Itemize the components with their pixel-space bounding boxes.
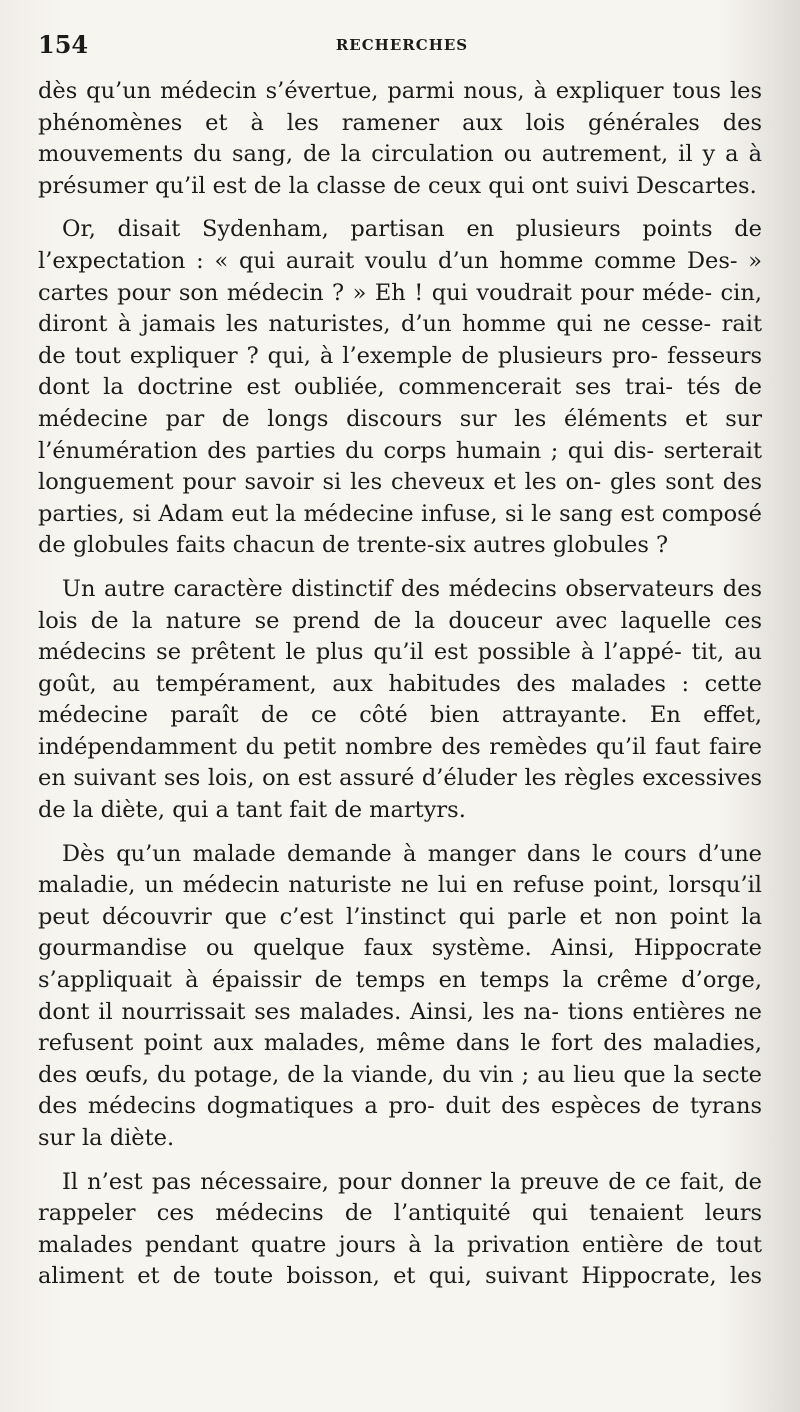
paragraph-5: Il n’est pas nécessaire, pour donner la preuve de ce fait, de rappeler ces médecins de l’antiquité qui tenaient leurs malades pendant quatre jours à la privation entière de tout aliment et de toute boisson, et qui, suivant Hippocrate, les [38,1168,762,1290]
running-title: RECHERCHES [335,36,469,54]
paragraph-3: Un autre caractère distinctif des médecins observateurs des lois de la nature se prend de la douceur avec laquelle ces médecins se prêtent le plus qu’il est possible à l’appé- tit, au goût, au tempérament, aux habitudes des malades : cette médecine paraît de ce côté bien attrayante. En effet, indépendamment du petit nombre des remèdes qu’il faut faire en suivant ses lois, on est assuré d’éluder les règles excessives de la diète, qui a tant fait de martyrs. [38,575,762,824]
running-head [38,30,766,64]
paragraph-1: dès qu’un médecin s’évertue, parmi nous, à expliquer tous les phénomènes et à les ramener aux lois générales des mouvements du sang, de la circulation ou autrement, il y a à présumer qu’il est de la classe de ceux qui ont suivi Descartes. [38,78,762,199]
paragraph-2: Or, disait Sydenham, partisan en plusieurs points de l’expectation : « qui aurait voulu d’un homme comme Des- » cartes pour son médecin ? » Eh ! qui voudrait pour méde- cin, diront à jamais les naturistes, d’un homme qui ne cesse- rait de tout expliquer ? qui, à l’exemple de plusieurs pro- fesseurs dont la doctrine est oubliée, commencerait ses trai- tés de médecine par de longs discours sur les éléments et sur l’énumération des parties du corps humain ; qui dis- serterait longuement pour savoir si les cheveux et les on- gles sont des parties, si Adam eut la médecine infuse, si le sang est composé de globules faits chacun de trente-six autres globules ? [38,216,762,559]
paragraph-4: Dès qu’un malade demande à manger dans le cours d’une maladie, un médecin naturiste ne lui en refuse point, lorsqu’il peut découvrir que c’est l’instinct qui parle et non point la gourmandise ou quelque faux système. Ainsi, Hippocrate s’appliquait à épaissir de temps en temps la crême d’orge, dont il nourrissait ses malades. Ainsi, les na- tions entières ne refusent point aux malades, même dans le fort des maladies, des œufs, du potage, de la viande, du vin ; au lieu que la secte des médecins dogmatiques a pro- duit des espèces de tyrans sur la diète. [38,840,762,1151]
page-number: 154 [38,30,89,59]
body-text [38,76,762,1293]
